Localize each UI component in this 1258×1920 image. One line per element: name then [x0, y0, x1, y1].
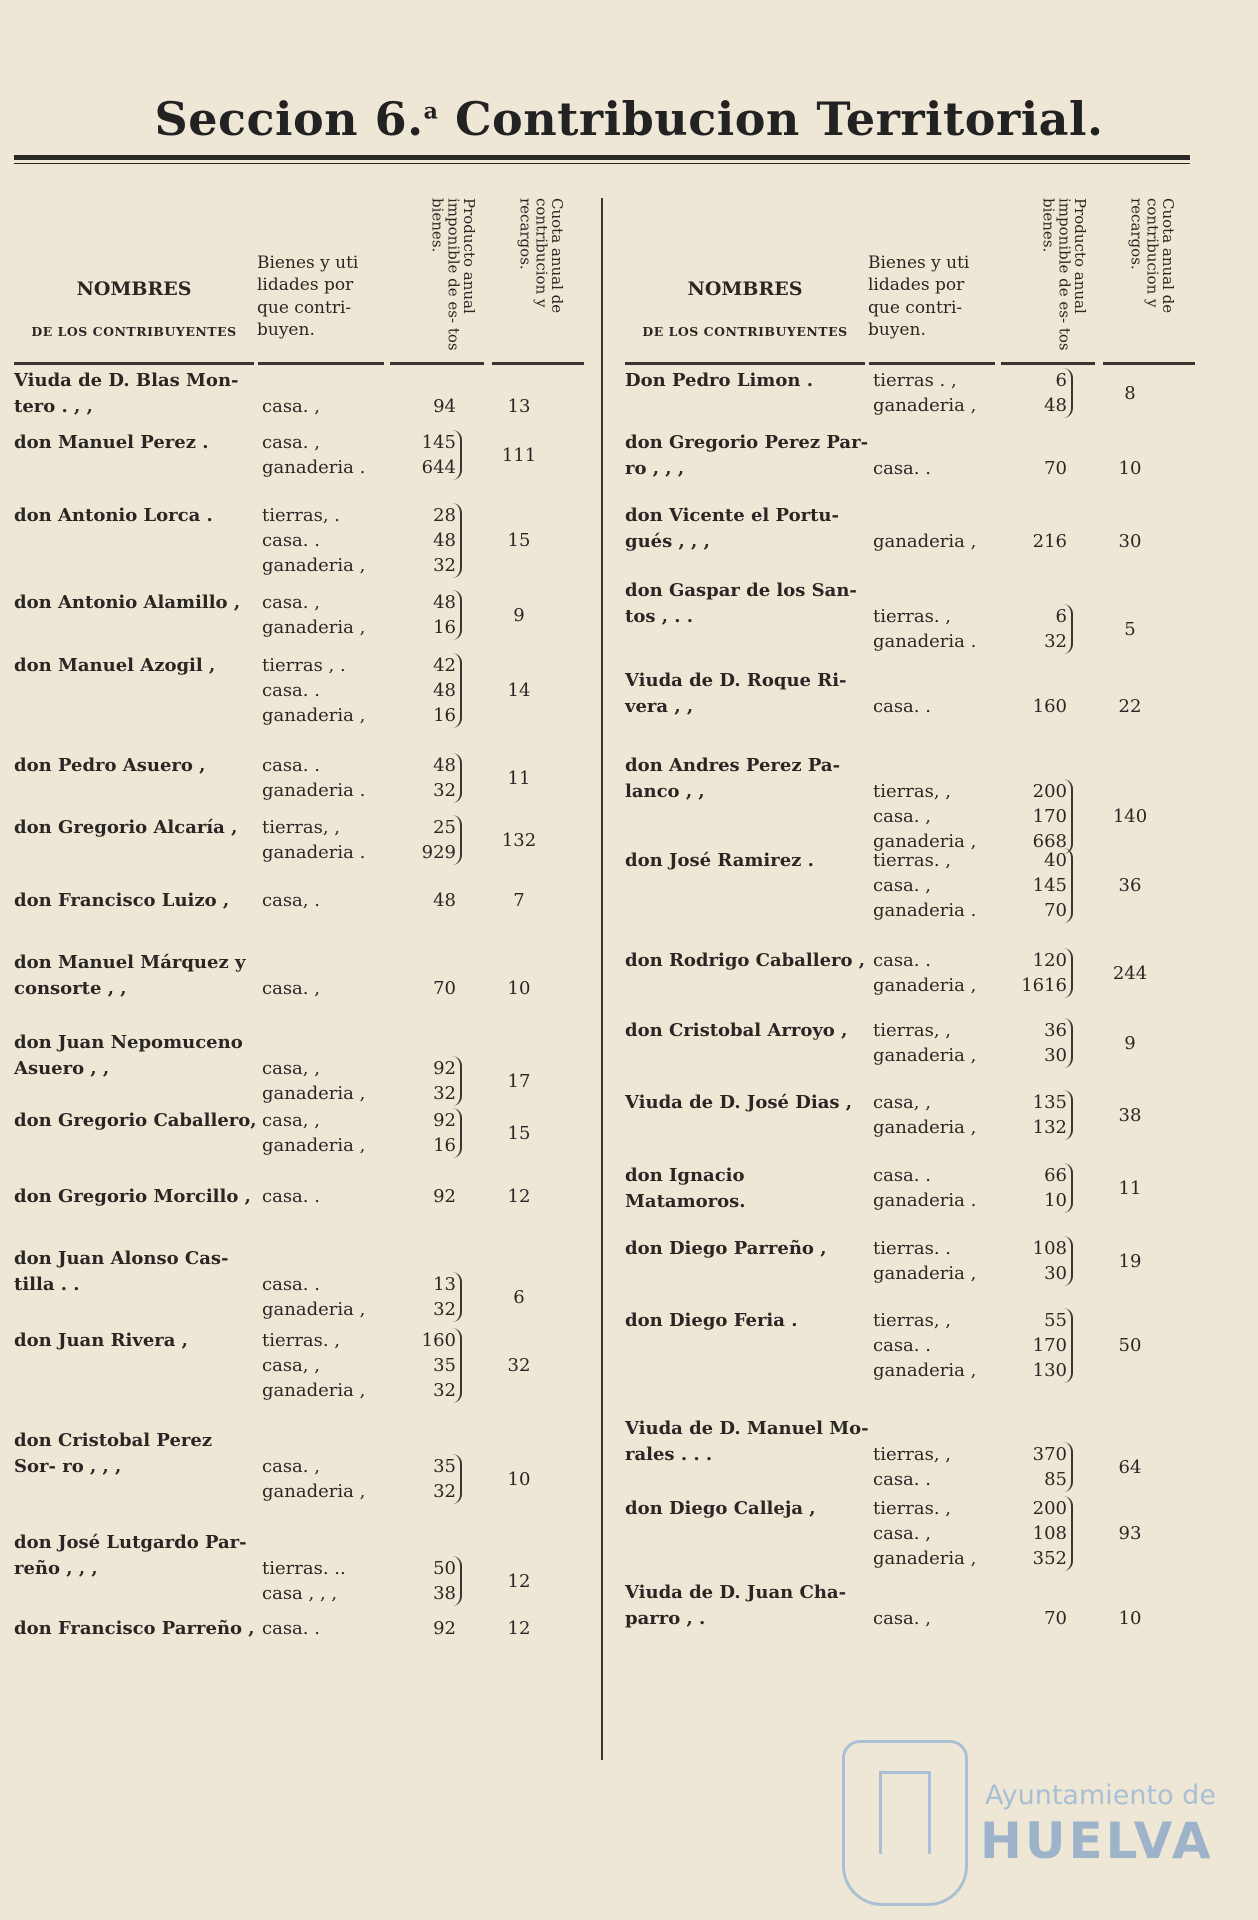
asset-item: ganaderia ,: [873, 831, 977, 852]
contributor-name: don Antonio Lorca .: [14, 505, 213, 526]
asset-item: casa. ,: [262, 432, 320, 453]
product-value: 55: [1044, 1310, 1067, 1331]
left-table-header: [14, 190, 584, 368]
tax-quota: 7: [513, 890, 525, 911]
tax-quota: 38: [1118, 1104, 1142, 1126]
watermark-org: Ayuntamiento de: [985, 1780, 1216, 1811]
product-value: 70: [433, 978, 456, 999]
asset-item: ganaderia ,: [262, 1135, 366, 1156]
product-value: 32: [433, 1299, 456, 1320]
asset-item: tierras. ,: [262, 1330, 340, 1351]
product-value: 48: [433, 680, 456, 701]
product-value: 94: [433, 396, 456, 417]
asset-item: casa. .: [262, 1618, 320, 1639]
asset-item: ganaderia .: [873, 1190, 977, 1211]
contributor-name: don Gregorio Alcaría ,: [14, 817, 238, 838]
product-value: 6: [1055, 606, 1067, 627]
asset-list: [262, 394, 382, 419]
product-value: 16: [433, 705, 456, 726]
contributor-name: don Rodrigo Caballero ,: [625, 950, 866, 971]
product-value: 200: [1032, 1498, 1067, 1519]
tax-quota: 10: [1118, 1608, 1142, 1629]
tax-quota: 9: [1124, 1032, 1136, 1054]
product-values: [394, 1328, 462, 1403]
asset-item: tierras, ,: [873, 1310, 951, 1331]
product-values: [394, 394, 456, 419]
contributor-name: don Ignacio Matamoros.: [625, 1165, 746, 1212]
contributor-name: Viuda de D. Roque Ri- vera , ,: [625, 670, 847, 717]
product-values: [1005, 779, 1073, 854]
product-value: 170: [1032, 806, 1067, 827]
tax-quota: 12: [507, 1570, 531, 1592]
asset-list: [873, 1236, 993, 1286]
contributor-name: don Juan Rivera ,: [14, 1330, 188, 1351]
asset-item: casa. .: [873, 458, 931, 479]
contributor-name: don Manuel Perez .: [14, 432, 209, 453]
product-value: 35: [433, 1355, 456, 1376]
asset-item: casa. ,: [262, 396, 320, 417]
right-table-header: [625, 190, 1195, 368]
asset-item: casa, ,: [262, 1355, 320, 1376]
product-value: 1616: [1021, 975, 1067, 996]
header-nombres-sub: DE LOS CONTRIBUYENTES: [642, 324, 848, 339]
product-values: [1005, 1442, 1073, 1492]
contributor-name: don José Lutgardo Par- reño , , ,: [14, 1532, 247, 1579]
asset-list: [262, 430, 382, 480]
product-values: [1005, 456, 1067, 481]
asset-item: ganaderia ,: [262, 705, 366, 726]
contributor-name: don Diego Feria .: [625, 1310, 798, 1331]
tax-quota: 11: [1118, 1177, 1142, 1199]
header-rule: [1103, 362, 1195, 365]
header-rule: [869, 362, 995, 365]
product-values: [1005, 1018, 1073, 1068]
product-value: 352: [1032, 1548, 1067, 1569]
tax-quota: 14: [507, 680, 531, 701]
contributor-name: Viuda de D. Manuel Mo- rales . . .: [625, 1418, 869, 1465]
tax-quota: 12: [507, 1186, 531, 1207]
product-values: [1005, 1236, 1073, 1286]
header-rule: [492, 362, 584, 365]
product-value: 70: [1044, 458, 1067, 479]
tax-quota: 8: [1124, 382, 1136, 404]
asset-list: [262, 1616, 382, 1641]
contributor-name: don Cristobal Arroyo ,: [625, 1020, 848, 1041]
asset-item: tierras. ..: [262, 1558, 346, 1579]
asset-list: [262, 1328, 382, 1403]
product-values: [1005, 1090, 1073, 1140]
product-value: 92: [433, 1186, 456, 1207]
asset-list: [262, 815, 382, 865]
product-values: [1005, 604, 1073, 654]
page-title: [0, 92, 1258, 146]
asset-item: casa. .: [873, 1165, 931, 1186]
asset-item: casa. ,: [873, 875, 931, 896]
asset-item: tierras . ,: [873, 370, 957, 391]
municipal-seal: [842, 1740, 968, 1906]
product-value: 48: [433, 755, 456, 776]
contributor-name: don Diego Calleja ,: [625, 1498, 816, 1519]
asset-list: [262, 753, 382, 803]
tax-quota: 6: [513, 1286, 525, 1308]
asset-item: casa. ,: [873, 1523, 931, 1544]
asset-item: casa , , ,: [262, 1583, 338, 1604]
asset-item: casa, ,: [873, 1092, 931, 1113]
product-values: [1005, 694, 1067, 719]
tax-quota: 22: [1118, 696, 1142, 717]
asset-list: [873, 604, 993, 654]
asset-item: casa. ,: [873, 806, 931, 827]
header-rule: [390, 362, 484, 365]
asset-item: ganaderia ,: [262, 1380, 366, 1401]
contributor-name: don Gregorio Caballero,: [14, 1110, 257, 1131]
header-nombres-sub: DE LOS CONTRIBUYENTES: [31, 324, 237, 339]
asset-item: ganaderia .: [262, 457, 366, 478]
product-value: 50: [433, 1558, 456, 1579]
asset-list: [873, 1090, 993, 1140]
header-cuota: Cuota anual de contribucion y recargos.: [516, 198, 566, 314]
asset-item: tierras, .: [262, 505, 340, 526]
title-rule: [14, 155, 1190, 160]
asset-item: tierras. ,: [873, 1498, 951, 1519]
asset-list: [873, 1606, 993, 1631]
asset-list: [262, 503, 382, 578]
tax-quota: 93: [1118, 1523, 1142, 1544]
asset-item: casa. .: [262, 1186, 320, 1207]
asset-list: [262, 1184, 382, 1209]
contributor-name: don Vicente el Portu- gués , , ,: [625, 505, 839, 552]
asset-item: casa. ,: [262, 978, 320, 999]
tax-quota: 15: [507, 1122, 531, 1144]
asset-item: casa, .: [262, 890, 320, 911]
asset-list: [873, 848, 993, 923]
tax-quota: 244: [1112, 962, 1148, 984]
tax-quota: 11: [507, 767, 531, 789]
contributor-name: don Francisco Parreño ,: [14, 1618, 255, 1639]
asset-item: tierras, ,: [873, 1020, 951, 1041]
asset-list: [873, 779, 993, 854]
contributor-name: don Gregorio Perez Par- ro , , ,: [625, 432, 869, 479]
contributor-name: don Andres Perez Pa- lanco , ,: [625, 755, 841, 802]
asset-item: casa. .: [873, 950, 931, 971]
column-divider: [601, 198, 603, 1760]
product-values: [394, 815, 462, 865]
product-value: 160: [421, 1330, 456, 1351]
left-table: [14, 190, 584, 1639]
tax-quota: 140: [1112, 806, 1148, 827]
header-cuota: Cuota anual de contribucion y recargos.: [1127, 198, 1177, 314]
asset-list: [262, 888, 382, 913]
contributor-name: Don Pedro Limon .: [625, 370, 813, 391]
product-value: 35: [433, 1456, 456, 1477]
product-value: 16: [433, 617, 456, 638]
product-values: [394, 1108, 462, 1158]
tax-quota: 10: [507, 978, 531, 999]
asset-list: [873, 1163, 993, 1213]
tax-quota: 64: [1118, 1456, 1142, 1478]
tax-quota: 15: [507, 530, 531, 551]
contributor-name: don Gaspar de los San- tos , . .: [625, 580, 857, 627]
product-values: [394, 1556, 462, 1606]
product-value: 16: [433, 1135, 456, 1156]
asset-list: [873, 1308, 993, 1383]
asset-list: [262, 1108, 382, 1158]
product-values: [394, 430, 462, 480]
asset-list: [873, 529, 993, 554]
product-values: [1005, 529, 1067, 554]
product-value: 32: [433, 780, 456, 801]
title-subject: Contribucion Territorial.: [454, 92, 1104, 146]
asset-item: ganaderia .: [873, 900, 977, 921]
asset-item: casa. .: [262, 680, 320, 701]
asset-item: tierras, ,: [262, 817, 340, 838]
header-producto: Producto anual imponible de es- tos bienes.: [428, 198, 478, 351]
asset-item: ganaderia ,: [873, 1117, 977, 1138]
product-values: [1005, 948, 1073, 998]
tax-quota: 13: [507, 396, 531, 417]
product-value: 85: [1044, 1469, 1067, 1490]
product-value: 108: [1032, 1523, 1067, 1544]
contributor-name: don Francisco Luizo ,: [14, 890, 230, 911]
asset-list: [873, 694, 993, 719]
contributor-name: don Pedro Asuero ,: [14, 755, 206, 776]
product-value: 32: [433, 555, 456, 576]
product-value: 48: [433, 890, 456, 911]
product-values: [1005, 1163, 1073, 1213]
product-value: 42: [433, 655, 456, 676]
product-values: [394, 1184, 456, 1209]
asset-item: ganaderia ,: [873, 1548, 977, 1569]
product-value: 145: [1032, 875, 1067, 896]
header-nombres-title: NOMBRES: [687, 278, 803, 300]
asset-item: casa, ,: [262, 1110, 320, 1131]
product-value: 170: [1032, 1335, 1067, 1356]
asset-item: tierras. ,: [873, 850, 951, 871]
asset-item: ganaderia ,: [873, 1263, 977, 1284]
product-value: 132: [1032, 1117, 1067, 1138]
contributor-name: don Manuel Márquez y consorte , ,: [14, 952, 246, 999]
product-value: 135: [1032, 1092, 1067, 1113]
asset-item: casa. ,: [262, 592, 320, 613]
contributor-name: Viuda de D. Blas Mon- tero . , ,: [14, 370, 239, 417]
tax-quota: 9: [513, 604, 525, 626]
product-value: 130: [1032, 1360, 1067, 1381]
contributor-name: don Juan Nepomuceno Asuero , ,: [14, 1032, 243, 1079]
product-values: [394, 753, 462, 803]
product-value: 370: [1032, 1444, 1067, 1465]
watermark-city: HUELVA: [980, 1812, 1214, 1870]
right-table: [625, 190, 1195, 1629]
asset-item: ganaderia ,: [873, 395, 977, 416]
product-value: 70: [1044, 900, 1067, 921]
header-rule: [625, 362, 865, 365]
asset-item: casa. ,: [873, 1608, 931, 1629]
title-section: Seccion 6.: [154, 92, 424, 146]
asset-item: casa. .: [262, 1274, 320, 1295]
asset-list: [262, 1272, 382, 1322]
asset-item: ganaderia ,: [873, 975, 977, 996]
header-producto: Producto anual imponible de es- tos bienes.: [1039, 198, 1089, 351]
product-value: 108: [1032, 1238, 1067, 1259]
contributor-name: Viuda de D. Juan Cha- parro , .: [625, 1582, 847, 1629]
product-value: 160: [1032, 696, 1067, 717]
asset-item: ganaderia ,: [873, 1045, 977, 1066]
product-values: [1005, 1496, 1073, 1571]
tax-quota: 12: [507, 1618, 531, 1639]
product-value: 120: [1032, 950, 1067, 971]
product-values: [1005, 1308, 1073, 1383]
product-value: 216: [1032, 531, 1067, 552]
product-values: [394, 888, 456, 913]
product-value: 92: [433, 1618, 456, 1639]
contributor-name: don Cristobal Perez Sor- ro , , ,: [14, 1430, 213, 1477]
contributor-name: don Manuel Azogil ,: [14, 655, 216, 676]
product-values: [394, 653, 462, 728]
asset-item: ganaderia ,: [262, 1299, 366, 1320]
product-value: 92: [433, 1058, 456, 1079]
asset-item: tierras, ,: [873, 781, 951, 802]
product-value: 25: [433, 817, 456, 838]
product-values: [394, 1056, 462, 1106]
contributor-name: don Juan Alonso Cas- tilla . .: [14, 1248, 229, 1295]
asset-item: ganaderia ,: [262, 1481, 366, 1502]
product-value: 48: [1044, 395, 1067, 416]
asset-list: [262, 653, 382, 728]
title-rule-thin: [14, 163, 1190, 164]
product-value: 929: [421, 842, 456, 863]
tax-quota: 10: [1118, 458, 1142, 479]
asset-item: ganaderia .: [262, 842, 366, 863]
tax-quota: 19: [1118, 1250, 1142, 1272]
asset-item: casa. .: [262, 530, 320, 551]
asset-item: tierras, ,: [873, 1444, 951, 1465]
contributor-name: don José Ramirez .: [625, 850, 814, 871]
asset-item: ganaderia ,: [873, 531, 977, 552]
product-values: [394, 1616, 456, 1641]
asset-list: [262, 976, 382, 1001]
asset-list: [873, 1496, 993, 1571]
product-value: 200: [1032, 781, 1067, 802]
tax-quota: 10: [507, 1468, 531, 1490]
header-rule: [14, 362, 254, 365]
product-value: 40: [1044, 850, 1067, 871]
asset-item: ganaderia ,: [873, 1360, 977, 1381]
product-value: 10: [1044, 1190, 1067, 1211]
product-values: [394, 1272, 462, 1322]
product-value: 32: [433, 1083, 456, 1104]
contributor-name: Viuda de D. José Dias ,: [625, 1092, 853, 1113]
asset-item: tierras. ,: [873, 606, 951, 627]
tax-quota: 5: [1124, 618, 1136, 640]
tax-quota: 111: [501, 444, 537, 466]
product-value: 13: [433, 1274, 456, 1295]
header-nombres: [14, 278, 254, 339]
asset-list: [873, 1018, 993, 1068]
asset-item: casa. .: [262, 755, 320, 776]
product-value: 36: [1044, 1020, 1067, 1041]
product-value: 32: [433, 1481, 456, 1502]
product-value: 48: [433, 592, 456, 613]
product-value: 30: [1044, 1045, 1067, 1066]
asset-item: casa. .: [873, 1469, 931, 1490]
contributor-name: don Antonio Alamillo ,: [14, 592, 241, 613]
asset-list: [262, 1454, 382, 1504]
product-value: 668: [1032, 831, 1067, 852]
product-values: [394, 1454, 462, 1504]
asset-item: casa, ,: [262, 1058, 320, 1079]
asset-list: [873, 948, 993, 998]
product-values: [394, 590, 462, 640]
header-nombres: [625, 278, 865, 339]
product-value: 32: [1044, 631, 1067, 652]
asset-item: ganaderia .: [262, 780, 366, 801]
product-value: 92: [433, 1110, 456, 1131]
asset-item: casa. .: [873, 1335, 931, 1356]
product-values: [1005, 848, 1073, 923]
asset-item: casa. ,: [262, 1456, 320, 1477]
tax-quota: 17: [507, 1070, 531, 1092]
asset-list: [262, 1556, 382, 1606]
asset-item: tierras , .: [262, 655, 346, 676]
product-value: 70: [1044, 1608, 1067, 1629]
product-value: 145: [421, 432, 456, 453]
tax-quota: 36: [1118, 875, 1142, 896]
product-values: [394, 976, 456, 1001]
header-rule: [1001, 362, 1095, 365]
tax-quota: 32: [507, 1355, 531, 1376]
asset-item: tierras. .: [873, 1238, 951, 1259]
tax-quota: 132: [501, 829, 537, 851]
contributor-name: don Diego Parreño ,: [625, 1238, 827, 1259]
tax-quota: 30: [1118, 531, 1142, 552]
asset-list: [873, 456, 993, 481]
product-values: [1005, 1606, 1067, 1631]
product-value: 32: [433, 1380, 456, 1401]
product-value: 66: [1044, 1165, 1067, 1186]
product-value: 6: [1055, 370, 1067, 391]
product-value: 48: [433, 530, 456, 551]
header-nombres-title: NOMBRES: [76, 278, 192, 300]
asset-item: ganaderia ,: [262, 1083, 366, 1104]
header-bienes: Bienes y uti lidades por que contri- buyen.: [257, 253, 359, 341]
asset-item: casa. .: [873, 696, 931, 717]
asset-item: ganaderia ,: [262, 555, 366, 576]
asset-list: [262, 1056, 382, 1106]
asset-item: ganaderia .: [873, 631, 977, 652]
product-value: 30: [1044, 1263, 1067, 1284]
title-ordinal: a: [423, 98, 439, 125]
header-rule: [258, 362, 384, 365]
asset-item: ganaderia ,: [262, 617, 366, 638]
asset-list: [262, 590, 382, 640]
contributor-name: don Gregorio Morcillo ,: [14, 1186, 251, 1207]
product-value: 28: [433, 505, 456, 526]
product-value: 38: [433, 1583, 456, 1604]
product-values: [394, 503, 462, 578]
product-values: [1005, 368, 1073, 418]
asset-list: [873, 368, 993, 418]
asset-list: [873, 1442, 993, 1492]
tax-quota: 50: [1118, 1335, 1142, 1356]
header-bienes: Bienes y uti lidades por que contri- buyen.: [868, 253, 970, 341]
seal-tower-icon: [879, 1771, 931, 1854]
product-value: 644: [421, 457, 456, 478]
